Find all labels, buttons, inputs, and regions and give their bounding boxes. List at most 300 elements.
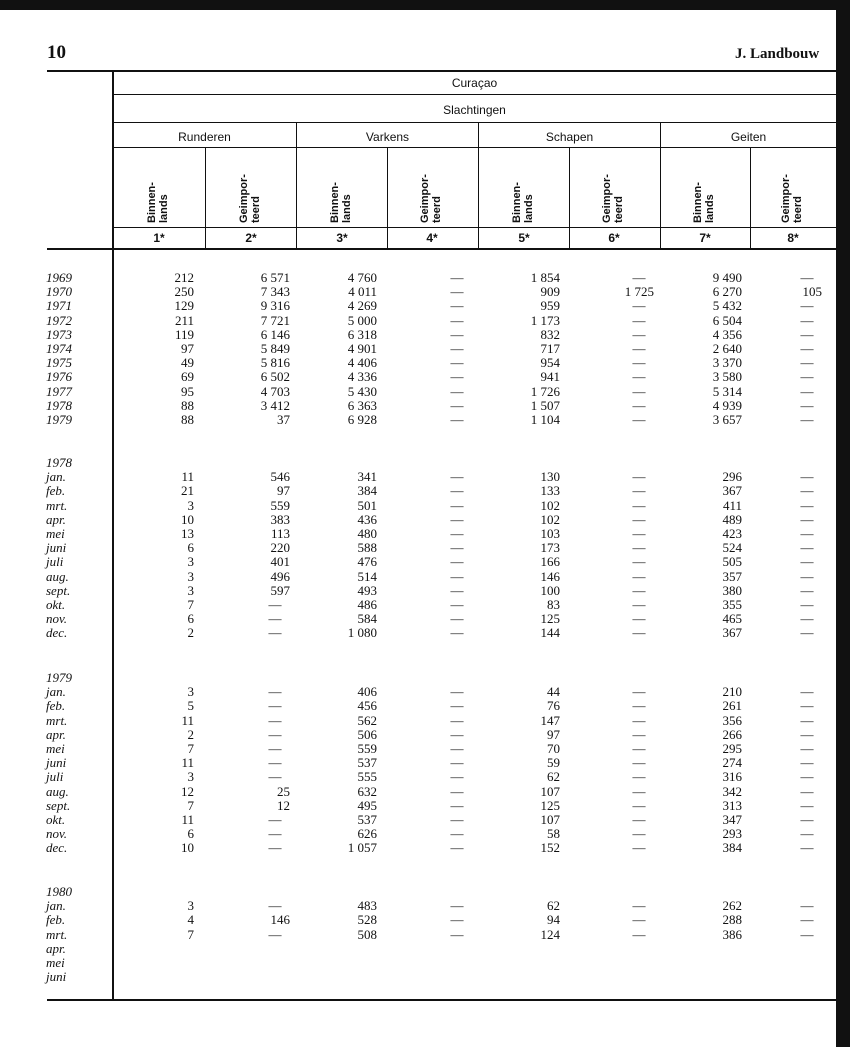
table-cell-dash: — bbox=[268, 712, 282, 728]
table-cell: 7 bbox=[187, 741, 194, 756]
table-cell: 4 011 bbox=[348, 284, 377, 300]
table-cell-dash: — bbox=[450, 698, 464, 714]
table-cell-dash: — bbox=[632, 412, 646, 427]
table-cell: 7 bbox=[187, 597, 194, 612]
table-cell: 959 bbox=[540, 298, 560, 314]
table-cell-dash: — bbox=[800, 726, 814, 742]
table-cell: 11 bbox=[181, 469, 194, 485]
table-cell: 130 bbox=[540, 469, 560, 485]
row-label: apr. bbox=[46, 726, 66, 742]
table-cell: 9 490 bbox=[712, 270, 742, 285]
table-cell: 152 bbox=[540, 840, 560, 856]
table-cell: 129 bbox=[174, 298, 194, 314]
table-cell: 7 bbox=[187, 926, 194, 942]
table-cell-dash: — bbox=[800, 511, 814, 527]
table-cell-dash: — bbox=[800, 741, 814, 756]
table-cell-dash: — bbox=[450, 326, 464, 342]
table-cell-dash: — bbox=[450, 926, 464, 942]
table-cell-dash: — bbox=[450, 369, 464, 385]
table-cell: 476 bbox=[357, 554, 377, 570]
table-cell: 2 bbox=[187, 726, 194, 742]
table-cell: 70 bbox=[547, 741, 560, 756]
table-cell: 44 bbox=[547, 684, 560, 700]
table-cell: 6 bbox=[187, 611, 194, 627]
table-cell-dash: — bbox=[632, 926, 646, 942]
category-runderen: Runderen bbox=[178, 130, 231, 144]
table-cell-dash: — bbox=[450, 912, 464, 928]
table-cell-dash: — bbox=[450, 540, 464, 556]
table-cell: 62 bbox=[547, 898, 560, 914]
table-cell: 524 bbox=[722, 540, 742, 556]
row-label: dec. bbox=[46, 625, 68, 641]
table-cell-dash: — bbox=[450, 597, 464, 612]
table-cell-dash: — bbox=[450, 797, 464, 813]
table-cell: 465 bbox=[722, 611, 742, 627]
table-cell-dash: — bbox=[450, 383, 464, 399]
row-label: mrt. bbox=[46, 497, 68, 513]
column-label: Geimpor- teerd bbox=[238, 174, 262, 223]
table-cell: 58 bbox=[547, 826, 560, 842]
top-border bbox=[0, 0, 850, 10]
table-cell: 4 406 bbox=[347, 355, 377, 371]
table-cell-dash: — bbox=[800, 826, 814, 842]
table-cell: 1 725 bbox=[624, 284, 654, 300]
table-cell: 436 bbox=[357, 511, 377, 527]
table-cell-dash: — bbox=[268, 926, 282, 942]
table-cell-dash: — bbox=[268, 769, 282, 785]
table-cell-dash: — bbox=[800, 397, 814, 413]
column-label: Binnen- lands bbox=[511, 182, 535, 223]
row-label: feb. bbox=[46, 698, 66, 714]
table-cell-dash: — bbox=[800, 797, 814, 813]
table-cell: 296 bbox=[722, 469, 742, 485]
table-cell: 274 bbox=[722, 755, 742, 771]
row-label: jan. bbox=[46, 684, 66, 700]
table-cell: 386 bbox=[722, 926, 742, 942]
table-cell-dash: — bbox=[450, 312, 464, 328]
table-cell-dash: — bbox=[450, 755, 464, 771]
table-cell-dash: — bbox=[800, 755, 814, 771]
table-cell: 5 bbox=[187, 698, 194, 714]
row-label: 1973 bbox=[46, 326, 72, 342]
table-cell: 146 bbox=[270, 912, 290, 928]
table-cell-dash: — bbox=[450, 284, 464, 300]
table-cell: 5 430 bbox=[347, 383, 377, 399]
table-cell: 88 bbox=[181, 397, 194, 413]
table-cell: 401 bbox=[270, 554, 290, 570]
table-cell: 125 bbox=[540, 611, 560, 627]
table-cell: 367 bbox=[722, 483, 742, 499]
table-cell-dash: — bbox=[632, 270, 646, 285]
table-cell-dash: — bbox=[800, 326, 814, 342]
table-cell: 342 bbox=[722, 783, 742, 799]
table-cell: 11 bbox=[181, 712, 194, 728]
table-cell-dash: — bbox=[632, 812, 646, 827]
table-cell: 103 bbox=[540, 526, 560, 541]
row-label: 1979 bbox=[46, 412, 72, 427]
table-cell-dash: — bbox=[800, 597, 814, 612]
table-cell: 69 bbox=[181, 369, 194, 385]
table-cell-dash: — bbox=[450, 469, 464, 485]
column-label: Geimpor- teerd bbox=[601, 174, 625, 223]
table-cell: 341 bbox=[357, 469, 377, 485]
section-title: J. Landbouw bbox=[735, 46, 820, 62]
row-label: 1972 bbox=[46, 312, 72, 328]
table-cell-dash: — bbox=[450, 611, 464, 627]
table-cell-dash: — bbox=[800, 712, 814, 728]
row-label: 1980 bbox=[46, 884, 72, 899]
column-label: Geimpor- teerd bbox=[419, 174, 443, 223]
table-cell-dash: — bbox=[632, 783, 646, 799]
table-cell-dash: — bbox=[632, 597, 646, 612]
row-label: juli bbox=[46, 769, 64, 785]
table-cell: 7 bbox=[187, 797, 194, 813]
table-cell-dash: — bbox=[450, 769, 464, 785]
table-cell: 49 bbox=[181, 355, 194, 371]
row-label: 1971 bbox=[46, 298, 72, 314]
table-cell-dash: — bbox=[800, 298, 814, 314]
table-cell-dash: — bbox=[800, 412, 814, 427]
table-cell-dash: — bbox=[800, 912, 814, 928]
table-cell: 367 bbox=[722, 625, 742, 641]
row-label: mrt. bbox=[46, 926, 68, 942]
table-cell-dash: — bbox=[632, 355, 646, 371]
table-cell-dash: — bbox=[800, 783, 814, 799]
table-cell: 717 bbox=[540, 341, 560, 356]
row-label: apr. bbox=[46, 511, 66, 527]
table-cell: 6 504 bbox=[712, 312, 742, 328]
table-cell: 832 bbox=[540, 326, 560, 342]
table-cell: 5 432 bbox=[712, 298, 742, 314]
column-number: 3* bbox=[336, 231, 348, 245]
table-cell-dash: — bbox=[450, 298, 464, 314]
table-cell: 632 bbox=[357, 783, 377, 799]
table-cell: 95 bbox=[181, 383, 194, 399]
table-cell-dash: — bbox=[268, 741, 282, 756]
table-cell: 212 bbox=[174, 270, 194, 285]
table-cell: 102 bbox=[540, 497, 560, 513]
table-cell-dash: — bbox=[800, 554, 814, 570]
table-cell-dash: — bbox=[268, 625, 282, 641]
table-cell: 588 bbox=[357, 540, 377, 556]
table-cell-dash: — bbox=[632, 625, 646, 641]
region-rule bbox=[113, 94, 836, 95]
table-cell: 146 bbox=[540, 568, 560, 584]
table-cell: 124 bbox=[540, 926, 560, 942]
table-cell-dash: — bbox=[268, 812, 282, 827]
table-cell: 10 bbox=[181, 511, 194, 527]
table-cell-dash: — bbox=[800, 497, 814, 513]
table-cell: 7 721 bbox=[260, 312, 290, 328]
table-cell: 406 bbox=[357, 684, 377, 700]
table-cell: 21 bbox=[181, 483, 194, 499]
row-label: dec. bbox=[46, 840, 68, 856]
table-cell-dash: — bbox=[632, 582, 646, 598]
table-cell: 166 bbox=[540, 554, 560, 570]
table-cell-dash: — bbox=[450, 826, 464, 842]
table-cell-dash: — bbox=[450, 511, 464, 527]
row-label: juni bbox=[46, 540, 67, 556]
table-cell-dash: — bbox=[632, 797, 646, 813]
table-cell-dash: — bbox=[800, 611, 814, 627]
table-cell-dash: — bbox=[800, 568, 814, 584]
table-cell-dash: — bbox=[800, 926, 814, 942]
table-cell-dash: — bbox=[632, 554, 646, 570]
table-cell-dash: — bbox=[268, 698, 282, 714]
table-cell: 316 bbox=[722, 769, 742, 785]
table-cell-dash: — bbox=[268, 755, 282, 771]
table-cell: 456 bbox=[357, 698, 377, 714]
table-cell-dash: — bbox=[632, 341, 646, 356]
table-cell: 559 bbox=[270, 497, 290, 513]
table-cell: 105 bbox=[802, 284, 822, 300]
table-cell: 384 bbox=[357, 483, 377, 499]
table-cell: 220 bbox=[270, 540, 290, 556]
table-cell-dash: — bbox=[800, 698, 814, 714]
table-cell: 5 816 bbox=[260, 355, 290, 371]
table-cell: 4 760 bbox=[347, 270, 377, 285]
table-cell-dash: — bbox=[800, 540, 814, 556]
table-cell-dash: — bbox=[632, 568, 646, 584]
table-cell-dash: — bbox=[632, 383, 646, 399]
table-cell: 11 bbox=[181, 812, 194, 827]
table-cell: 10 bbox=[181, 840, 194, 856]
table-cell: 3 412 bbox=[260, 397, 290, 413]
table-cell-dash: — bbox=[632, 898, 646, 914]
table-cell: 4 269 bbox=[347, 298, 377, 314]
row-label: aug. bbox=[46, 783, 69, 799]
table-cell-dash: — bbox=[632, 726, 646, 742]
row-label: 1977 bbox=[46, 383, 72, 399]
table-cell: 5 849 bbox=[260, 341, 290, 356]
table-cell: 1 104 bbox=[530, 412, 560, 427]
row-label: apr. bbox=[46, 940, 66, 956]
table-cell: 537 bbox=[357, 755, 377, 771]
table-cell: 119 bbox=[174, 326, 194, 342]
row-label: 1969 bbox=[46, 270, 72, 285]
table-cell: 2 bbox=[187, 625, 194, 641]
table-cell-dash: — bbox=[800, 898, 814, 914]
table-cell-dash: — bbox=[450, 397, 464, 413]
table-cell: 546 bbox=[270, 469, 290, 485]
table-cell-dash: — bbox=[800, 383, 814, 399]
row-label: okt. bbox=[46, 597, 66, 612]
table-cell: 1 080 bbox=[347, 625, 377, 641]
table-cell: 1 726 bbox=[530, 383, 560, 399]
table-cell: 6 270 bbox=[712, 284, 742, 300]
table-cell: 12 bbox=[181, 783, 194, 799]
table-cell-dash: — bbox=[800, 483, 814, 499]
table-cell: 4 901 bbox=[347, 341, 377, 356]
table-cell: 3 580 bbox=[712, 369, 742, 385]
table-cell: 125 bbox=[540, 797, 560, 813]
colnum-bottom-rule bbox=[47, 248, 836, 250]
table-cell-dash: — bbox=[800, 840, 814, 856]
table-cell: 97 bbox=[181, 341, 194, 356]
table-cell: 88 bbox=[181, 412, 194, 427]
table-cell: 102 bbox=[540, 511, 560, 527]
table-cell: 493 bbox=[357, 582, 377, 598]
row-label: nov. bbox=[46, 611, 68, 627]
category-varkens: Varkens bbox=[365, 130, 410, 144]
table-cell: 486 bbox=[357, 597, 377, 612]
table-cell-dash: — bbox=[632, 469, 646, 485]
table-cell-dash: — bbox=[450, 812, 464, 827]
divider-col5-6 bbox=[569, 147, 570, 249]
table-cell: 1 854 bbox=[530, 270, 560, 285]
row-label: feb. bbox=[46, 483, 66, 499]
table-cell-dash: — bbox=[268, 684, 282, 700]
table-cell: 347 bbox=[722, 812, 742, 827]
table-cell: 100 bbox=[540, 582, 560, 598]
table-cell: 4 939 bbox=[712, 397, 742, 413]
divider-col3-4 bbox=[387, 147, 388, 249]
table-cell-dash: — bbox=[450, 741, 464, 756]
table-cell-dash: — bbox=[632, 326, 646, 342]
table-cell: 6 502 bbox=[260, 369, 290, 385]
table-cell: 262 bbox=[722, 898, 742, 914]
page-number: 10 bbox=[47, 42, 66, 63]
column-number: 7* bbox=[699, 231, 711, 245]
table-cell: 147 bbox=[540, 712, 560, 728]
table-cell: 261 bbox=[722, 698, 742, 714]
table-cell-dash: — bbox=[450, 712, 464, 728]
table-cell: 293 bbox=[722, 826, 742, 842]
table-cell-dash: — bbox=[632, 684, 646, 700]
row-label: 1978 bbox=[46, 397, 72, 413]
table-cell: 597 bbox=[270, 582, 290, 598]
row-label: mrt. bbox=[46, 712, 68, 728]
table-cell: 211 bbox=[174, 312, 194, 328]
table-cell: 62 bbox=[547, 769, 560, 785]
row-label: mei bbox=[46, 526, 65, 541]
table-cell: 380 bbox=[722, 582, 742, 598]
table-cell: 83 bbox=[547, 597, 560, 612]
table-cell-dash: — bbox=[632, 483, 646, 499]
table-cell: 94 bbox=[547, 912, 560, 928]
table-cell: 4 bbox=[187, 912, 194, 928]
row-label: sept. bbox=[46, 797, 71, 813]
table-cell: 3 bbox=[187, 898, 194, 914]
table-cell-dash: — bbox=[800, 341, 814, 356]
table-cell-dash: — bbox=[450, 684, 464, 700]
table-cell-dash: — bbox=[632, 611, 646, 627]
table-cell-dash: — bbox=[800, 582, 814, 598]
table-cell: 133 bbox=[540, 483, 560, 499]
table-cell: 411 bbox=[722, 497, 742, 513]
category-geiten: Geiten bbox=[730, 130, 767, 144]
table-cell-dash: — bbox=[450, 412, 464, 427]
row-label: 1975 bbox=[46, 355, 72, 371]
table-cell-dash: — bbox=[450, 568, 464, 584]
column-number: 1* bbox=[153, 231, 165, 245]
table-cell-dash: — bbox=[800, 526, 814, 541]
table-cell-dash: — bbox=[268, 726, 282, 742]
table-cell-dash: — bbox=[800, 625, 814, 641]
table-cell: 480 bbox=[357, 526, 377, 541]
table-cell: 423 bbox=[722, 526, 742, 541]
row-label: juni bbox=[46, 969, 67, 985]
table-cell-dash: — bbox=[450, 726, 464, 742]
table-cell-dash: — bbox=[268, 597, 282, 612]
table-cell-dash: — bbox=[450, 341, 464, 356]
table-cell: 97 bbox=[547, 726, 560, 742]
table-cell: 37 bbox=[277, 412, 290, 427]
table-cell-dash: — bbox=[450, 497, 464, 513]
table-cell-dash: — bbox=[632, 369, 646, 385]
table-cell: 250 bbox=[174, 284, 194, 300]
table-cell-dash: — bbox=[632, 497, 646, 513]
table-cell: 506 bbox=[357, 726, 377, 742]
group-title: Slachtingen bbox=[443, 103, 506, 117]
table-cell-dash: — bbox=[800, 469, 814, 485]
table-cell-dash: — bbox=[800, 270, 814, 285]
table-cell: 562 bbox=[357, 712, 377, 728]
table-cell: 383 bbox=[270, 511, 290, 527]
table-cell: 3 bbox=[187, 769, 194, 785]
table-cell-dash: — bbox=[450, 355, 464, 371]
table-cell-dash: — bbox=[268, 611, 282, 627]
category-schapen: Schapen bbox=[545, 130, 594, 144]
group-rule bbox=[113, 122, 836, 123]
right-border bbox=[836, 0, 850, 1047]
table-cell: 9 316 bbox=[260, 298, 290, 314]
table-cell: 13 bbox=[181, 526, 194, 541]
table-cell: 4 356 bbox=[712, 326, 742, 342]
table-cell: 2 640 bbox=[712, 341, 742, 356]
table-cell: 6 318 bbox=[347, 326, 377, 342]
table-cell: 626 bbox=[357, 826, 377, 842]
table-cell: 356 bbox=[722, 712, 742, 728]
column-number: 6* bbox=[608, 231, 620, 245]
table-cell: 954 bbox=[540, 355, 560, 371]
table-cell-dash: — bbox=[450, 483, 464, 499]
table-cell: 295 bbox=[722, 741, 742, 756]
row-label: jan. bbox=[46, 898, 66, 914]
table-cell: 501 bbox=[357, 497, 377, 513]
table-cell: 6 bbox=[187, 540, 194, 556]
table-cell: 5 000 bbox=[347, 312, 377, 328]
table-cell: 357 bbox=[722, 568, 742, 584]
table-cell: 113 bbox=[270, 526, 290, 541]
table-cell-dash: — bbox=[800, 769, 814, 785]
row-label: jan. bbox=[46, 469, 66, 485]
table-cell-dash: — bbox=[268, 840, 282, 856]
table-cell: 496 bbox=[270, 568, 290, 584]
table-cell-dash: — bbox=[632, 712, 646, 728]
table-cell-dash: — bbox=[632, 826, 646, 842]
table-cell: 107 bbox=[540, 783, 560, 799]
table-cell-dash: — bbox=[632, 511, 646, 527]
table-cell: 3 bbox=[187, 497, 194, 513]
colnum-top-rule bbox=[113, 227, 836, 228]
table-cell-dash: — bbox=[632, 741, 646, 756]
table-cell: 6 363 bbox=[347, 397, 377, 413]
table-cell: 1 507 bbox=[530, 397, 560, 413]
table-cell-dash: — bbox=[632, 526, 646, 541]
table-cell-dash: — bbox=[632, 698, 646, 714]
stub-divider bbox=[112, 70, 114, 1001]
table-cell: 537 bbox=[357, 812, 377, 827]
table-cell: 1 173 bbox=[530, 312, 560, 328]
table-cell: 514 bbox=[357, 568, 377, 584]
category-rule bbox=[113, 147, 836, 148]
column-number: 4* bbox=[426, 231, 438, 245]
table-cell-dash: — bbox=[632, 298, 646, 314]
row-label: feb. bbox=[46, 912, 66, 928]
row-label: juli bbox=[46, 554, 64, 570]
table-cell-dash: — bbox=[450, 526, 464, 541]
